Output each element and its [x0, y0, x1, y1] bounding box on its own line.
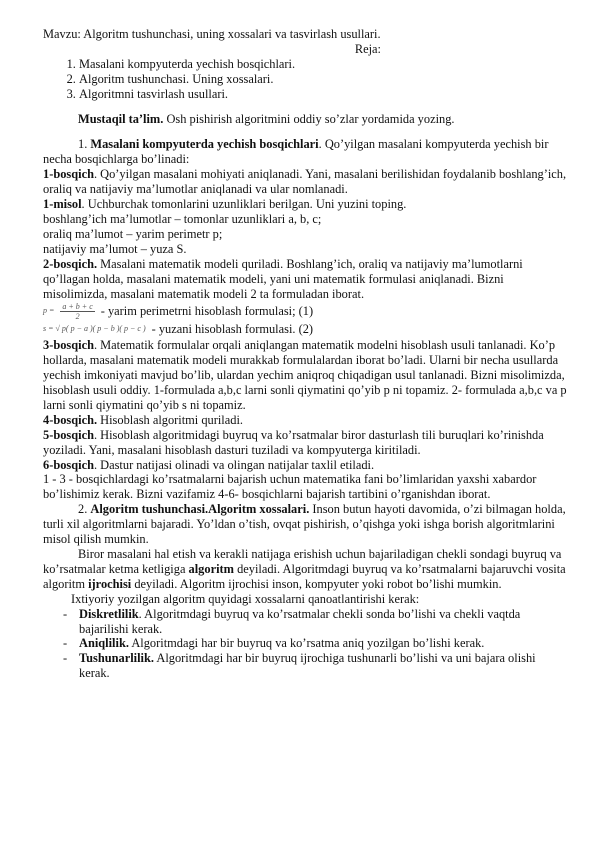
- task-label: Mustaqil ta’lim.: [78, 111, 164, 126]
- formula-1-lhs: p =: [43, 306, 55, 316]
- property-label: Aniqlilik.: [79, 636, 129, 651]
- stage-2-paragraph: [43, 257, 567, 302]
- plan-item: 3. Algoritmni tasvirlash usullari.: [79, 87, 567, 102]
- property-label: Diskretlilik: [79, 606, 139, 621]
- property-item: [43, 651, 567, 681]
- example-line: natijaviy ma’lumot – yuza S.: [43, 241, 187, 256]
- stage-2-text: Masalani matematik modeli quriladi. Boshlang’ich, oraliq va natijaviy ma’lumotlarni qo’llagan holda, masalani matematik modeli, yani uni matematik formulasi aniqlanadi. Bizni misolimizda, masalani matematik modeli 2 ta formuladan iborat.: [43, 256, 523, 301]
- document-page: [43, 27, 567, 681]
- algorithm-definition: [43, 547, 567, 592]
- formula-1-row: [43, 302, 567, 321]
- section-2-number: 2.: [78, 502, 91, 517]
- task-text: Osh pishirish algoritmini oddiy so’zlar yordamida yozing.: [163, 111, 455, 126]
- stage-1-text: . Qo’yilgan masalani mohiyati aniqlanadi. Yani, masalani berilishidan foydalanib boshlang’ich, oraliq va natijaviy ma’lumotlar aniqlanadi va ular nomlanadi.: [43, 167, 567, 197]
- formula-1-fraction: [60, 302, 94, 321]
- stages-note: 1 - 3 - bosqichlardagi ko’rsatmalarni bajarish uchun matematika fani bo’limlaridan yaxshi xabardor bo’lishimiz kerak. Bizni vazifamiz 4-6- bosqichlarni bajarish tartibini o’rganishdan iborat.: [43, 472, 537, 502]
- property-item: [43, 607, 567, 637]
- section-1-number: 1.: [78, 137, 91, 152]
- formula-2-row: [43, 322, 567, 337]
- stage-1-label: 1-bosqich: [43, 167, 94, 182]
- example-line: oraliq ma’lumot – yarim perimetr p;: [43, 226, 223, 241]
- term-algorithm: algoritm: [188, 561, 234, 576]
- section-2-title: Algoritm tushunchasi.Algoritm xossalari.: [90, 502, 310, 517]
- formula-1-description: - yarim perimetrni hisoblash formulasi; (1): [100, 304, 314, 319]
- stage-4-text: Hisoblash algoritmi quriladi.: [97, 412, 243, 427]
- example-paragraph: [43, 197, 567, 212]
- document-title: Mavzu: Algoritm tushunchasi, uning xossalari va tasvirlash usullari.: [43, 27, 381, 41]
- formula-1-numerator: a + b + c: [62, 302, 93, 312]
- section-2-paragraph: [43, 502, 567, 547]
- plan-heading: Reja:: [354, 41, 381, 56]
- stage-3-paragraph: [43, 338, 567, 413]
- stage-3-text: . Matematik formulalar orqali aniqlangan matematik modelni hisoblash usuli tanlanadi. Ko’p hollarda, masalani matematik modeli murakkab formulalardan iborat bo’ladi. Ularni bir necha usullarda yechish imkoniyati mavjud bo’lib, ulardan yechim aniqroq chiqadigan usul tanlanadi. Bizni misolimizda, hisoblash usuli oddiy. 1-formulada a,b,c larni sonli qiymatini qo’yib p ni topamiz. 2- formulada a,b,c va p larni sonli qiymatini qo’yib s ni topamiz.: [43, 338, 567, 412]
- property-text: . Algoritmdagi buyruq va ko’rsatmalar chekli sonda bo’lishi va chekli vaqtda bajarilishi kerak.: [79, 606, 521, 636]
- stage-6-paragraph: [43, 458, 567, 473]
- stage-5-text: . Hisoblash algoritmidagi buyruq va ko’rsatmalar biror dasturlash tili buruqlari ko’rinishda yoziladi. Yani, masalani hisoblash dasturi tuziladi va kompyuterga kiritiladi.: [43, 427, 544, 457]
- section-1-intro: . Qo’yilgan masalani kompyuterda yechish bir necha bosqichlarga bo’linadi:: [43, 137, 549, 167]
- definition-text: deyiladi. Algoritm ijrochisi inson, kompyuter yoki robot bo’lishi mumkin.: [131, 576, 502, 591]
- stage-6-text: . Dastur natijasi olinadi va olingan natijalar taxlil etiladi.: [93, 457, 375, 472]
- section-1-title: Masalani kompyuterda yechish bosqichlari: [90, 137, 319, 152]
- stage-3-label: 3-bosqich: [43, 338, 94, 353]
- plan-item: 1. Masalani kompyuterda yechish bosqichlari.: [79, 57, 567, 72]
- section-1-paragraph: [43, 137, 567, 167]
- formula-1-denominator: 2: [75, 312, 80, 322]
- term-executor: ijrochisi: [88, 576, 132, 591]
- stage-5-label: 5-bosqich: [43, 427, 94, 442]
- plan-item: 2. Algoritm tushunchasi. Uning xossalari.: [79, 72, 567, 87]
- definition-text: deyiladi. Algoritmdagi buyruq va ko’rsatmalarni bajaruvchi vosita algoritm: [43, 561, 566, 591]
- example-line: boshlang’ich ma’lumotlar – tomonlar uzunliklari a, b, c;: [43, 211, 322, 226]
- example-label: 1-misol: [43, 197, 82, 212]
- definition-text: Biror masalani hal etish va kerakli natijaga erishish uchun bajariladigan chekli sondagi buyruq va ko’rsatmalar ketma ketligiga: [43, 547, 562, 576]
- property-label: Tushunarlilik.: [79, 651, 154, 666]
- independent-task: [43, 112, 567, 127]
- section-2-text: Inson butun hayoti davomida, o’zi bilmagan holda, turli xil algoritmlarni bajaradi. Yo’ldan o’tish, ovqat pishirish, o’qishga yoki ishga borish algoritmlarini misol qilish mumkin.: [43, 502, 566, 547]
- properties-intro: Ixtiyoriy yozilgan algoritm quyidagi xossalarni qanoatlantirishi kerak:: [71, 591, 420, 606]
- stage-2-label: 2-bosqich.: [43, 256, 98, 271]
- property-text: Algoritmdagi har bir buyruq va ko’rsatma aniq yozilgan bo’lishi kerak.: [128, 636, 485, 651]
- properties-list: [43, 607, 567, 682]
- plan-list: [43, 57, 567, 102]
- stage-4-paragraph: [43, 413, 567, 428]
- property-item: [43, 636, 567, 651]
- stage-6-label: 6-bosqich: [43, 457, 94, 472]
- formula-2-description: - yuzani hisoblash formulasi. (2): [151, 322, 314, 337]
- stage-5-paragraph: [43, 428, 567, 458]
- formula-2-expression: s = √ p( p − a )( p − b )( p − c ): [43, 324, 146, 334]
- stage-4-label: 4-bosqich.: [43, 412, 98, 427]
- example-text: . Uchburchak tomonlarini uzunliklari berilgan. Uni yuzini toping.: [81, 197, 407, 212]
- stage-1-paragraph: [43, 167, 567, 197]
- property-text: Algoritmdagi har bir buyruq ijrochiga tushunarli bo’lishi va uni bajara olishi kerak.: [79, 651, 536, 681]
